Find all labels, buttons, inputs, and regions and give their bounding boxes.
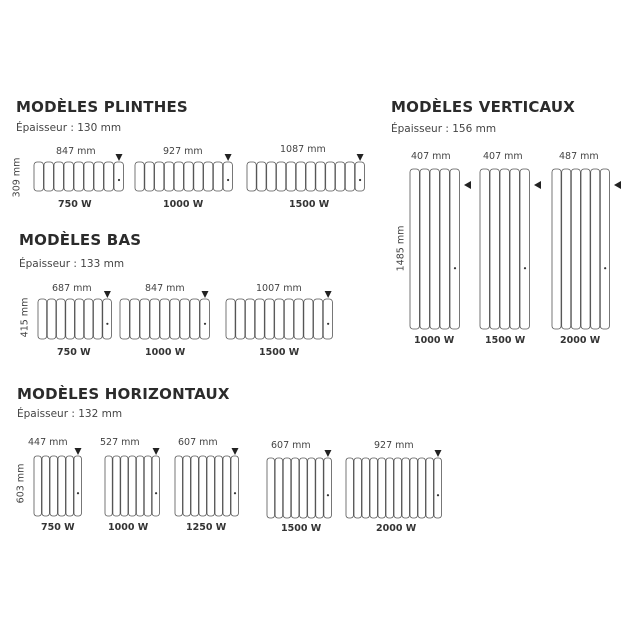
radiator-fin xyxy=(410,458,417,518)
horizontaux-width-1500: 607 mm xyxy=(271,440,311,451)
radiator-fin xyxy=(304,299,313,339)
radiator-drawing xyxy=(266,449,345,519)
radiator-control-panel xyxy=(450,169,459,329)
horizontaux-width-2000: 927 mm xyxy=(374,440,414,451)
radiator-fin xyxy=(294,299,303,339)
radiator-fin xyxy=(300,458,308,518)
radiator-bas-1500 xyxy=(225,290,346,340)
plinthes-width-750: 847 mm xyxy=(56,146,96,157)
thermostat-arrow-icon xyxy=(614,181,621,189)
verticaux-height-label: 1485 mm xyxy=(395,225,407,272)
radiator-fin xyxy=(170,299,179,339)
display-dot-icon xyxy=(327,323,329,325)
radiator-fin xyxy=(174,162,183,191)
radiator-drawing xyxy=(409,168,473,330)
radiator-horizontal-750 xyxy=(33,447,95,517)
radiator-fin xyxy=(418,458,425,518)
radiator-fin xyxy=(199,456,206,516)
radiator-fin xyxy=(378,458,385,518)
radiator-drawing xyxy=(134,153,246,192)
radiator-fin xyxy=(113,456,120,516)
radiator-fin xyxy=(326,162,335,191)
horizontaux-power-1250: 1250 W xyxy=(186,522,227,533)
radiator-control-panel xyxy=(323,299,332,339)
verticaux-width-2000: 487 mm xyxy=(559,151,599,162)
bas-width-1000: 847 mm xyxy=(145,283,185,294)
radiator-fin xyxy=(552,169,561,329)
plinthes-title: MODÈLES PLINTHES xyxy=(16,98,188,116)
horizontaux-power-2000: 2000 W xyxy=(376,523,417,534)
radiator-drawing xyxy=(33,153,137,192)
bas-height-label: 415 mm xyxy=(19,297,31,338)
radiator-fin xyxy=(130,299,139,339)
radiator-plinthe-1000 xyxy=(134,153,246,192)
verticaux-width-1500: 407 mm xyxy=(483,151,523,162)
radiator-fin xyxy=(247,162,256,191)
radiator-fin xyxy=(136,456,143,516)
radiator-drawing xyxy=(37,290,125,340)
radiator-fin xyxy=(426,458,433,518)
radiator-fin xyxy=(66,456,73,516)
radiator-fin xyxy=(296,162,305,191)
radiator-drawing xyxy=(246,153,378,192)
radiator-fin xyxy=(38,299,47,339)
radiator-fin xyxy=(104,162,113,191)
radiator-fin xyxy=(207,456,214,516)
radiator-fin xyxy=(430,169,439,329)
radiator-drawing xyxy=(345,449,455,519)
radiator-fin xyxy=(135,162,144,191)
radiator-drawing xyxy=(104,447,173,517)
radiator-fin xyxy=(257,162,266,191)
horizontaux-power-750: 750 W xyxy=(41,522,75,533)
radiator-vertical-1500 xyxy=(479,168,543,330)
bas-width-750: 687 mm xyxy=(52,283,92,294)
thermostat-arrow-icon xyxy=(324,450,331,457)
verticaux-power-2000: 2000 W xyxy=(560,335,601,346)
radiator-fin xyxy=(277,162,286,191)
radiator-fin xyxy=(191,456,198,516)
radiator-fin xyxy=(291,458,299,518)
horizontaux-thickness: Épaisseur : 132 mm xyxy=(17,408,123,420)
radiator-fin xyxy=(308,458,316,518)
radiator-fin xyxy=(47,299,56,339)
horizontaux-width-1000: 527 mm xyxy=(100,437,140,448)
radiator-fin xyxy=(236,299,245,339)
radiator-fin xyxy=(190,299,199,339)
horizontaux-width-750: 447 mm xyxy=(28,437,68,448)
radiator-fin xyxy=(74,162,83,191)
radiator-control-panel xyxy=(200,299,209,339)
horizontaux-width-1250: 607 mm xyxy=(178,437,218,448)
radiator-fin xyxy=(265,299,274,339)
radiator-fin xyxy=(490,169,499,329)
radiator-drawing xyxy=(225,290,346,340)
display-dot-icon xyxy=(327,494,329,496)
display-dot-icon xyxy=(204,323,206,325)
radiator-fin xyxy=(57,299,66,339)
thermostat-arrow-icon xyxy=(153,448,160,455)
thermostat-arrow-icon xyxy=(357,154,364,161)
radiator-drawing xyxy=(551,168,623,330)
radiator-plinthe-750 xyxy=(33,153,137,192)
radiator-fin xyxy=(500,169,509,329)
radiator-fin xyxy=(105,456,112,516)
radiator-plinthe-1500 xyxy=(246,153,378,192)
plinthes-power-750: 750 W xyxy=(58,199,92,210)
plinthes-thickness: Épaisseur : 130 mm xyxy=(16,122,122,134)
verticaux-power-1500: 1500 W xyxy=(485,335,526,346)
radiator-bas-750 xyxy=(37,290,125,340)
display-dot-icon xyxy=(77,492,79,494)
radiator-fin xyxy=(410,169,419,329)
thermostat-arrow-icon xyxy=(232,448,239,455)
radiator-horizontal-2000 xyxy=(345,449,455,519)
radiator-fin xyxy=(54,162,63,191)
radiator-control-panel xyxy=(74,456,81,516)
radiator-fin xyxy=(354,458,361,518)
radiator-control-panel xyxy=(152,456,159,516)
radiator-fin xyxy=(94,299,103,339)
radiator-control-panel xyxy=(103,299,112,339)
radiator-fin xyxy=(121,456,128,516)
radiator-fin xyxy=(440,169,449,329)
radiator-fin xyxy=(286,162,295,191)
radiator-fin xyxy=(223,456,230,516)
thermostat-arrow-icon xyxy=(325,291,332,298)
radiator-bas-1000 xyxy=(119,290,223,340)
radiator-fin xyxy=(84,162,93,191)
bas-power-1000: 1000 W xyxy=(145,347,186,358)
radiator-fin xyxy=(164,162,173,191)
radiator-fin xyxy=(345,162,354,191)
radiator-fin xyxy=(267,458,275,518)
radiator-fin xyxy=(194,162,203,191)
thermostat-arrow-icon xyxy=(534,181,541,189)
radiator-fin xyxy=(44,162,53,191)
horizontaux-height-label: 603 mm xyxy=(15,463,27,504)
display-dot-icon xyxy=(155,492,157,494)
display-dot-icon xyxy=(234,492,236,494)
radiator-fin xyxy=(314,299,323,339)
display-dot-icon xyxy=(359,179,361,181)
verticaux-title: MODÈLES VERTICAUX xyxy=(391,98,576,116)
thermostat-arrow-icon xyxy=(202,291,209,298)
radiator-fin xyxy=(591,169,600,329)
horizontaux-title: MODÈLES HORIZONTAUX xyxy=(17,385,230,403)
plinthes-power-1500: 1500 W xyxy=(289,199,330,210)
radiator-vertical-2000 xyxy=(551,168,623,330)
radiator-fin xyxy=(480,169,489,329)
thermostat-arrow-icon xyxy=(464,181,471,189)
thermostat-arrow-icon xyxy=(116,154,123,161)
radiator-fin xyxy=(42,456,49,516)
radiator-fin xyxy=(226,299,235,339)
radiator-fin xyxy=(144,456,151,516)
display-dot-icon xyxy=(118,179,120,181)
radiator-fin xyxy=(245,299,254,339)
radiator-fin xyxy=(420,169,429,329)
radiator-fin xyxy=(386,458,393,518)
radiator-fin xyxy=(336,162,345,191)
radiator-horizontal-1000 xyxy=(104,447,173,517)
radiator-fin xyxy=(75,299,84,339)
bas-power-750: 750 W xyxy=(57,347,91,358)
radiator-fin xyxy=(370,458,377,518)
radiator-fin xyxy=(362,458,369,518)
radiator-control-panel xyxy=(223,162,232,191)
plinthes-power-1000: 1000 W xyxy=(163,199,204,210)
thermostat-arrow-icon xyxy=(104,291,111,298)
radiator-control-panel xyxy=(114,162,123,191)
radiator-fin xyxy=(184,162,193,191)
verticaux-power-1000: 1000 W xyxy=(414,335,455,346)
radiator-fin xyxy=(129,456,136,516)
thermostat-arrow-icon xyxy=(75,448,82,455)
radiator-fin xyxy=(394,458,401,518)
radiator-fin xyxy=(346,458,353,518)
radiator-fin xyxy=(180,299,189,339)
radiator-fin xyxy=(562,169,571,329)
radiator-fin xyxy=(255,299,264,339)
radiator-fin xyxy=(84,299,93,339)
verticaux-width-1000: 407 mm xyxy=(411,151,451,162)
radiator-fin xyxy=(571,169,580,329)
plinthes-width-1500: 1087 mm xyxy=(280,144,326,155)
radiator-drawing xyxy=(33,447,95,517)
radiator-control-panel xyxy=(520,169,529,329)
radiator-fin xyxy=(94,162,103,191)
thermostat-arrow-icon xyxy=(225,154,232,161)
radiator-fin xyxy=(283,458,291,518)
radiator-drawing xyxy=(174,447,252,517)
display-dot-icon xyxy=(524,267,526,269)
radiator-fin xyxy=(275,299,284,339)
display-dot-icon xyxy=(454,267,456,269)
radiator-fin xyxy=(402,458,409,518)
radiator-fin xyxy=(58,456,65,516)
radiator-fin xyxy=(183,456,190,516)
bas-power-1500: 1500 W xyxy=(259,347,300,358)
radiator-horizontal-1500 xyxy=(266,449,345,519)
radiator-fin xyxy=(50,456,57,516)
radiator-drawing xyxy=(119,290,223,340)
verticaux-thickness: Épaisseur : 156 mm xyxy=(391,123,497,135)
display-dot-icon xyxy=(227,179,229,181)
radiator-fin xyxy=(34,456,41,516)
radiator-fin xyxy=(510,169,519,329)
horizontaux-power-1000: 1000 W xyxy=(108,522,149,533)
radiator-fin xyxy=(267,162,276,191)
bas-title: MODÈLES BAS xyxy=(19,231,142,249)
radiator-fin xyxy=(64,162,73,191)
radiator-fin xyxy=(66,299,75,339)
radiator-control-panel xyxy=(434,458,441,518)
radiator-fin xyxy=(581,169,590,329)
radiator-fin xyxy=(160,299,169,339)
radiator-fin xyxy=(175,456,182,516)
radiator-fin xyxy=(284,299,293,339)
display-dot-icon xyxy=(437,494,439,496)
radiator-fin xyxy=(275,458,283,518)
radiator-control-panel xyxy=(600,169,609,329)
plinthes-height-label: 309 mm xyxy=(11,157,23,198)
radiator-fin xyxy=(213,162,222,191)
radiator-fin xyxy=(316,162,325,191)
horizontaux-power-1500: 1500 W xyxy=(281,523,322,534)
radiator-horizontal-1250 xyxy=(174,447,252,517)
plinthes-width-1000: 927 mm xyxy=(163,146,203,157)
radiator-fin xyxy=(34,162,43,191)
radiator-fin xyxy=(215,456,222,516)
radiator-fin xyxy=(155,162,164,191)
radiator-vertical-1000 xyxy=(409,168,473,330)
bas-thickness: Épaisseur : 133 mm xyxy=(19,258,125,270)
radiator-fin xyxy=(120,299,129,339)
radiator-drawing xyxy=(479,168,543,330)
radiator-fin xyxy=(204,162,213,191)
radiator-fin xyxy=(306,162,315,191)
radiator-fin xyxy=(316,458,324,518)
radiator-control-panel xyxy=(231,456,238,516)
radiator-fin xyxy=(145,162,154,191)
radiator-control-panel xyxy=(324,458,332,518)
display-dot-icon xyxy=(604,267,606,269)
radiator-control-panel xyxy=(355,162,364,191)
bas-width-1500: 1007 mm xyxy=(256,283,302,294)
radiator-fin xyxy=(150,299,159,339)
thermostat-arrow-icon xyxy=(435,450,442,457)
display-dot-icon xyxy=(106,323,108,325)
radiator-fin xyxy=(140,299,149,339)
